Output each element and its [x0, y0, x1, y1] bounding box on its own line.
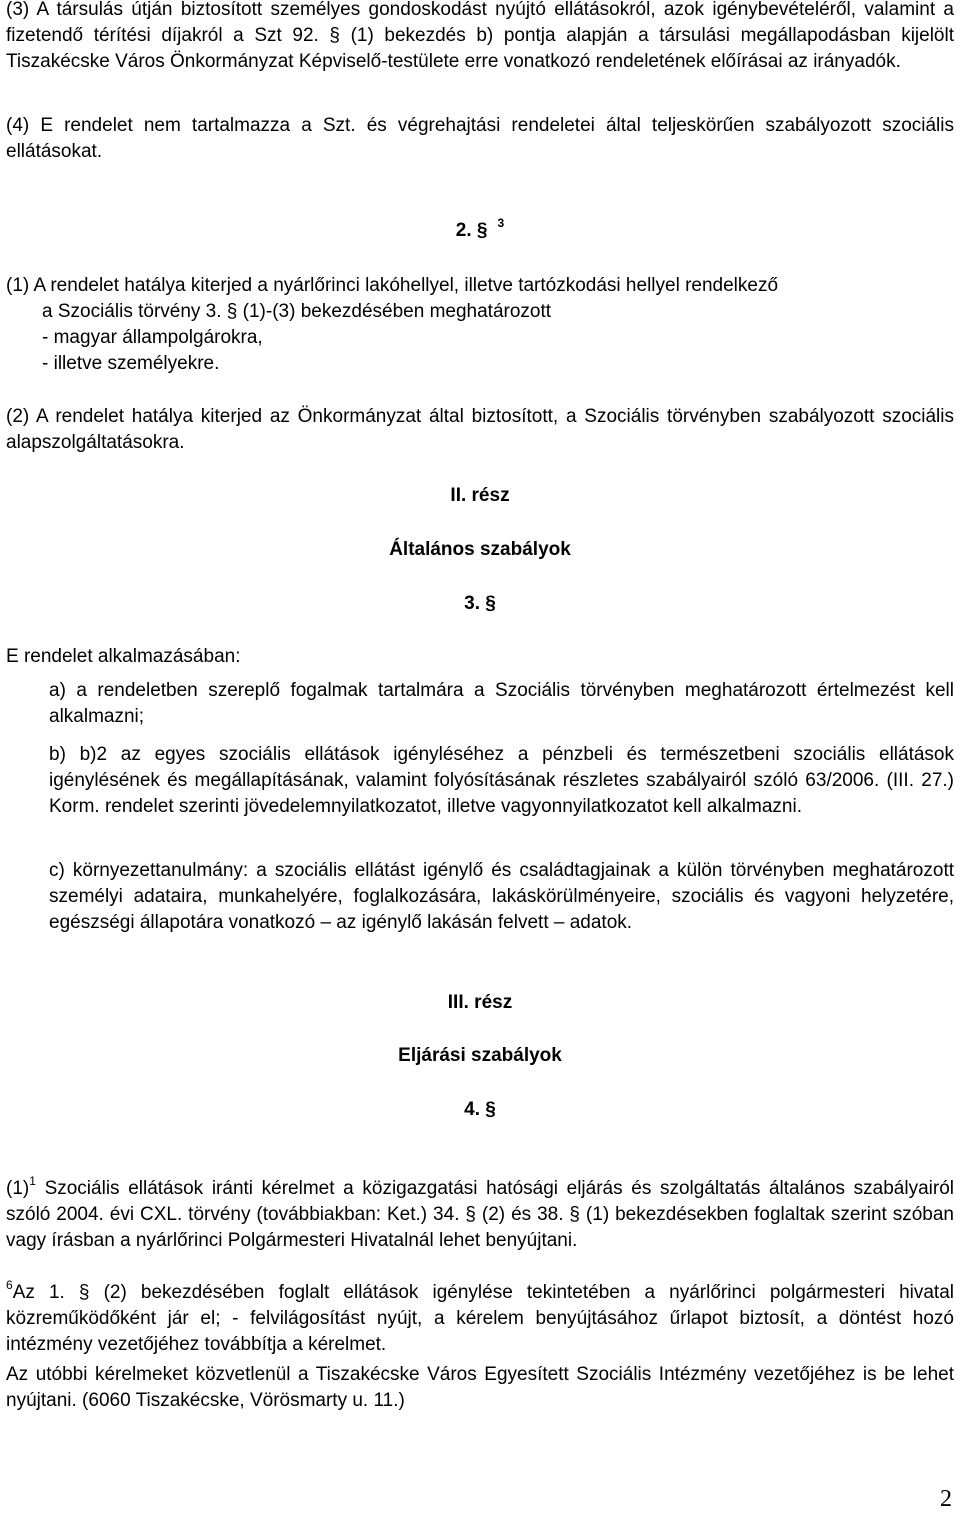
list-item: - magyar állampolgárokra, [42, 327, 263, 348]
footnote-ref: 6 [6, 1277, 13, 1292]
part-3-subtitle: Eljárási szabályok [398, 1045, 562, 1066]
paragraph-text: Az utóbbi kérelmeket közvetlenül a Tiszakécske Város Egyesített Szociális Intézmény vezetőjéhez is be lehet nyújtani. (6060 Tiszakécske, Vörösmarty u. 11.) [6, 1364, 954, 1411]
paragraph-text: Az 1. § (2) bekezdésében foglalt ellátások igénylése tekintetében a nyárlőrinci polgármesteri hivatal közreműködőként jár el; - felvilágosítást nyújt, a kérelem benyújtásához űrlapot biztosít, a döntést hozó intézmény vezetőjéhez továbbítja a kérelmet. [6, 1282, 954, 1355]
definition-text: b) b)2 az egyes szociális ellátások igényléséhez a pénzbeli és természetbeni szociális ellátások igénylésének és megállapításának, valamint folyósításának részletes szabályairól szóló 63/2006. (III. 27.) Korm. rendelet szerinti jövedelemnyilatkozatot, illetve vagyonnyilatkozatot kell alkalmazni. [49, 744, 954, 817]
paragraph-3-3 [6, 0, 954, 75]
paragraph-text: Szociális ellátások iránti kérelmet a közigazgatási hatósági eljárás és szolgáltatás általános szabályairól szóló 2004. évi CXL. törvény (továbbiakban: Ket.) 34. § (2) és 38. § (1) bekezdésekben foglaltak szerint szóban vagy írásban a nyárlőrinci Polgármesteri Hivatalnál lehet benyújtani. [6, 1178, 954, 1251]
footnote-ref: 1 [29, 1173, 36, 1188]
paragraph-line: (1) A rendelet hatálya kiterjed a nyárlőrinci lakóhellyel, illetve tartózkodási hellyel rendelkező [6, 275, 779, 296]
section-2-heading [0, 215, 960, 244]
page-number: 2 [940, 1486, 952, 1512]
definition-c [49, 858, 954, 936]
paragraph-2-1 [6, 273, 954, 377]
definition-b [49, 742, 954, 820]
paragraph-text: (4) E rendelet nem tartalmazza a Szt. és végrehajtási rendeletei által teljeskörűen szabályozott szociális ellátásokat. [6, 115, 954, 162]
paragraph-4-1 [6, 1173, 954, 1254]
definition-text: c) környezettanulmány: a szociális ellátást igénylő és családtagjainak a külön törvényben meghatározott személyi adataira, munkahelyére, foglalkozására, lakáskörülményeire, szociális és vagyoni helyzetére, egészségi állapotára vonatkozó – az igénylő lakásán felvett – adatok. [49, 860, 954, 933]
section-3-heading: 3. § [464, 593, 496, 614]
paragraph-text: (3) A társulás útján biztosított személyes gondoskodást nyújtó ellátásokról, azok igénybevételéről, valamint a fizetendő térítési díjakról a Szt 92. § (1) bekezdés b) pontja alapján a társulási megállapodásban kijelölt Tiszakécske Város Önkormányzat Képviselő-testülete erre vonatkozó rendeletének előírásai az irányadók. [6, 0, 954, 72]
paragraph-line: a Szociális törvény 3. § (1)-(3) bekezdésében meghatározott [42, 301, 552, 322]
paragraph-2-2 [6, 404, 954, 456]
paragraph-prefix: (1) [6, 1178, 30, 1199]
part-2-subtitle: Általános szabályok [389, 539, 571, 560]
part-3-title: III. rész [447, 992, 513, 1013]
definition-a [49, 678, 954, 730]
section-heading-text: 2. § [455, 220, 488, 241]
section-4-heading: 4. § [464, 1099, 496, 1120]
definitions-intro: E rendelet alkalmazásában: [6, 646, 241, 667]
footnote-ref: 3 [497, 215, 505, 230]
paragraph-3-4 [6, 113, 954, 165]
paragraph-text: (2) A rendelet hatálya kiterjed az Önkormányzat által biztosított, a Szociális törvényben szabályozott szociális alapszolgáltatásokra. [6, 406, 954, 453]
list-item: - illetve személyekre. [42, 353, 220, 374]
part-2-title: II. rész [450, 485, 510, 506]
paragraph-4-3 [6, 1362, 954, 1414]
definition-text: a) a rendeletben szereplő fogalmak tartalmára a Szociális törvényben meghatározott értelmezést kell alkalmazni; [49, 680, 954, 727]
paragraph-4-2 [6, 1277, 954, 1358]
